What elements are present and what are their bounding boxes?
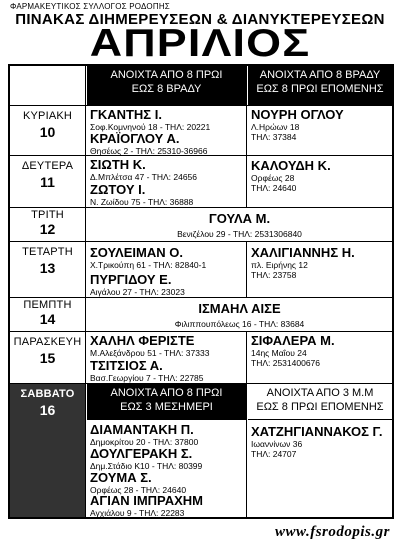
day-row-wednesday bbox=[10, 242, 392, 298]
pharmacy-entry bbox=[90, 182, 193, 207]
pharmacy-entry bbox=[90, 131, 207, 156]
pharmacy-name: ΣΙΩΤΗ Κ. bbox=[90, 157, 146, 172]
day-number: 14 bbox=[39, 311, 56, 327]
day-cell bbox=[10, 106, 86, 155]
pharmacy-phone: ΤΗΛ: 23758 bbox=[251, 270, 297, 280]
day-number: 10 bbox=[39, 124, 56, 140]
day-shift-cell bbox=[87, 106, 247, 155]
pharmacy-address: Λ.Ηρώων 18 bbox=[251, 122, 300, 132]
pharmacy-address: Ιωαννίνων 36 bbox=[251, 439, 303, 449]
day-row-tuesday bbox=[10, 208, 392, 242]
pharmacy-entry bbox=[90, 358, 204, 383]
header-empty-cell bbox=[10, 66, 86, 105]
day-name: ΚΥΡΙΑΚΗ bbox=[22, 110, 73, 122]
pharmacy-entry bbox=[251, 424, 383, 459]
pharmacy-address: Θησέως 2 - ΤΗΛ: 25310-36966 bbox=[90, 146, 208, 156]
day-number: 16 bbox=[39, 402, 56, 418]
saturday-header-line2: ΕΩΣ 3 ΜΕΣΗΜΕΡΙ bbox=[120, 401, 213, 413]
day-row-thursday bbox=[10, 298, 392, 332]
pharmacy-name: ΠΥΡΓΙΔΟΥ Ε. bbox=[90, 272, 172, 287]
pharmacy-name: ΧΑΛΙΓΙΑΝΝΗΣ Η. bbox=[251, 245, 355, 260]
day-row-saturday bbox=[10, 384, 392, 517]
pharmacy-address: Μ.Αλεξάνδρου 51 - ΤΗΛ: 37333 bbox=[90, 348, 210, 358]
header-night-shift-line1: ΑΝΟΙΧΤΑ ΑΠΟ 8 ΒΡΑΔΥ bbox=[259, 69, 381, 81]
day-row-sunday bbox=[10, 106, 392, 156]
day-number: 11 bbox=[40, 174, 55, 190]
day-name: ΠΕΜΠΤΗ bbox=[23, 299, 72, 311]
schedule-table bbox=[8, 64, 394, 519]
night-shift-cell bbox=[248, 332, 392, 383]
saturday-day-shift-header bbox=[87, 384, 246, 420]
saturday-header-line1: ΑΝΟΙΧΤΑ ΑΠΟ 8 ΠΡΩΙ bbox=[110, 387, 223, 399]
pharmacy-entry bbox=[90, 446, 202, 471]
saturday-night-shift-header bbox=[248, 384, 392, 420]
day-shift-cell bbox=[87, 332, 247, 383]
pharmacy-address: πλ. Ειρήνης 12 bbox=[251, 260, 308, 270]
pharmacy-address: Βασ.Γεωργίου 7 - ΤΗΛ: 22785 bbox=[90, 373, 204, 383]
pharmacy-name: ΣΟΥΛΕΙΜΑΝ Ο. bbox=[90, 245, 183, 260]
pharmacy-entry bbox=[90, 157, 197, 182]
day-number: 15 bbox=[39, 350, 56, 366]
header-day-shift-line2: ΕΩΣ 8 ΒΡΑΔΥ bbox=[131, 83, 202, 95]
day-cell bbox=[10, 156, 86, 207]
pharmacy-name: ΝΟΥΡΗ ΟΓΛΟΥ bbox=[251, 107, 344, 122]
day-name: ΔΕΥΤΕΡΑ bbox=[21, 160, 74, 172]
full-day-cell bbox=[87, 298, 392, 331]
pharmacy-address: Ν. Ζωίδου 75 - ΤΗΛ: 36888 bbox=[90, 197, 194, 207]
pharmacy-entry bbox=[90, 470, 186, 495]
day-row-monday bbox=[10, 156, 392, 208]
pharmacy-address: Αιγάλου 27 - ΤΗΛ: 23023 bbox=[90, 287, 185, 297]
night-shift-cell bbox=[248, 242, 392, 297]
website-link[interactable]: www.fsrodopis.gr bbox=[275, 524, 390, 540]
pharmacy-address: Ορφέως 28 bbox=[251, 173, 295, 183]
day-name: ΤΡΙΤΗ bbox=[31, 209, 64, 221]
saturday-header-line1: ΑΝΟΙΧΤΑ ΑΠΟ 3 Μ.Μ bbox=[266, 387, 374, 399]
pharmacy-name: ΚΑΛΟΥΔΗ Κ. bbox=[251, 158, 331, 173]
pharmacy-name: ΓΚΑΝΤΗΣ Ι. bbox=[90, 107, 162, 122]
pharmacy-entry bbox=[90, 422, 198, 447]
night-shift-cell bbox=[248, 384, 392, 517]
pharmacy-phone: ΤΗΛ: 2531400676 bbox=[251, 358, 321, 368]
pharmacy-name: ΧΑΛΗΛ ΦΕΡΙΣΤΕ bbox=[90, 333, 195, 348]
table-header-row bbox=[10, 66, 392, 106]
pharmacy-name: ΧΑΤΖΗΓΙΑΝΝΑΚΟΣ Γ. bbox=[251, 424, 383, 439]
pharmacy-entry bbox=[251, 158, 331, 193]
pharmacy-name: ΑΓΙΑΝ ΙΜΠΡΑΧΗΜ bbox=[90, 493, 204, 508]
pharmacy-phone: ΤΗΛ: 37384 bbox=[251, 132, 297, 142]
pharmacy-address: Δ.Μπλέτσα 47 - ΤΗΛ: 24656 bbox=[90, 172, 198, 182]
day-cell bbox=[10, 332, 86, 383]
pharmacy-name: ΔΟΥΛΓΕΡΑΚΗ Σ. bbox=[90, 446, 193, 461]
pharmacy-entry bbox=[90, 333, 209, 358]
pharmacy-name: ΓΟΥΛΑ Μ. bbox=[208, 211, 271, 226]
pharmacy-entry bbox=[90, 272, 185, 297]
pharmacy-name: ΚΡΑΪΟΓΛΟΥ Α. bbox=[90, 131, 180, 146]
pharmacy-address: Δημ.Στάδιο Κ10 - ΤΗΛ: 80399 bbox=[90, 461, 203, 471]
pharmacy-address: Βενιζέλου 29 - ΤΗΛ: 2531306840 bbox=[177, 229, 302, 239]
header-night-shift bbox=[248, 66, 392, 105]
day-row-friday bbox=[10, 332, 392, 384]
pharmacy-name: ΖΟΥΜΑ Σ. bbox=[90, 470, 152, 485]
association-name: ΦΑΡΜΑΚΕΥΤΙΚΟΣ ΣΥΛΛΟΓΟΣ ΡΟΔΟΠΗΣ bbox=[10, 2, 170, 11]
day-cell bbox=[10, 242, 86, 297]
full-day-cell bbox=[87, 208, 392, 241]
night-shift-cell bbox=[248, 106, 392, 155]
header-day-shift-line1: ΑΝΟΙΧΤΑ ΑΠΟ 8 ΠΡΩΙ bbox=[110, 69, 223, 81]
day-name: ΤΕΤΑΡΤΗ bbox=[22, 246, 73, 258]
pharmacy-entry bbox=[251, 245, 355, 280]
pharmacy-address: 14ης Μαΐου 24 bbox=[251, 348, 307, 358]
pharmacy-phone: ΤΗΛ: 24707 bbox=[251, 449, 297, 459]
pharmacy-entry bbox=[90, 493, 203, 518]
page-title: ΠΙΝΑΚΑΣ ΔΙΗΜΕΡΕΥΣΕΩΝ & ΔΙΑΝΥΚΤΕΡΕΥΣΕΩΝ bbox=[15, 11, 385, 28]
pharmacy-entry bbox=[90, 107, 210, 132]
pharmacy-address: Φιλιππουπόλεως 16 - ΤΗΛ: 83684 bbox=[174, 319, 305, 329]
header-day-shift bbox=[87, 66, 247, 105]
month-title: ΑΠΡΙΛΙΟΣ bbox=[89, 22, 311, 65]
pharmacy-address: Ορφέως 28 - ΤΗΛ: 24640 bbox=[90, 485, 187, 495]
pharmacy-address: Χ.Τρικούπη 61 - ΤΗΛ: 82840-1 bbox=[90, 260, 207, 270]
saturday-header-line2: ΕΩΣ 8 ΠΡΩΙ ΕΠΟΜΕΝΗΣ bbox=[256, 401, 384, 413]
pharmacy-entry bbox=[251, 333, 335, 368]
day-cell bbox=[10, 298, 86, 331]
day-shift-cell bbox=[87, 384, 247, 517]
pharmacy-name: ΤΣΙΤΣΙΟΣ Α. bbox=[90, 358, 163, 373]
pharmacy-phone: ΤΗΛ: 24640 bbox=[251, 183, 297, 193]
day-name: ΠΑΡΑΣΚΕΥΗ bbox=[13, 336, 82, 348]
pharmacy-address: Αγχιάλου 9 - ΤΗΛ: 22283 bbox=[90, 508, 185, 518]
day-shift-cell bbox=[87, 156, 247, 207]
day-number: 12 bbox=[39, 221, 56, 237]
day-name: ΣΑΒΒΑΤΟ bbox=[20, 388, 75, 400]
day-number: 13 bbox=[39, 260, 56, 276]
pharmacy-name: ΖΩΤΟΥ Ι. bbox=[90, 182, 146, 197]
pharmacy-address: Σοφ.Κομνηνού 18 - ΤΗΛ: 20221 bbox=[90, 122, 211, 132]
pharmacy-name: ΣΙΦΑΛΕΡΑ Μ. bbox=[251, 333, 335, 348]
night-shift-cell bbox=[248, 156, 392, 207]
day-cell bbox=[10, 208, 86, 241]
day-cell-highlighted bbox=[10, 384, 86, 517]
pharmacy-name: ΙΣΜΑΗΛ ΑΙΣΕ bbox=[198, 301, 281, 316]
pharmacy-address: Δημοκρίτου 20 - ΤΗΛ: 37800 bbox=[90, 437, 199, 447]
pharmacy-name: ΔΙΑΜΑΝΤΑΚΗ Π. bbox=[90, 422, 194, 437]
pharmacy-entry bbox=[251, 107, 344, 142]
header-night-shift-line2: ΕΩΣ 8 ΠΡΩΙ ΕΠΟΜΕΝΗΣ bbox=[256, 83, 384, 95]
pharmacy-entry bbox=[90, 245, 206, 270]
day-shift-cell bbox=[87, 242, 247, 297]
